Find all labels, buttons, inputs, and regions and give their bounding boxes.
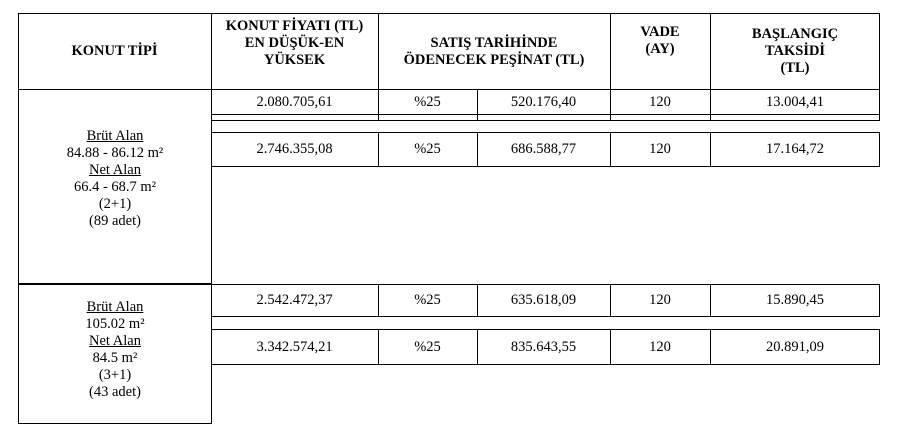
header-vade: VADE (AY) [640,24,680,57]
net-area-label: Net Alan [89,162,141,178]
unit-count: (43 adet) [89,384,141,400]
down-payment-cell: 520.176,40 [510,93,577,110]
net-area-label: Net Alan [89,333,141,349]
row-separator [211,114,880,115]
percent-cell: %25 [414,141,441,157]
percent-cell: %25 [414,93,441,110]
room-layout: (3+1) [98,367,132,383]
term-cell: 120 [649,292,671,308]
price-cell: 2.542.472,37 [256,292,333,308]
price-cell: 3.342.574,21 [256,338,333,355]
gross-area-label: Brüt Alan [86,299,144,315]
term-cell: 120 [649,338,671,355]
installment-cell: 15.890,45 [766,292,824,308]
price-cell: 2.746.355,08 [256,141,333,157]
price-cell: 2.080.705,61 [256,93,333,110]
type-block-2plus1 [18,128,212,230]
type-block-3plus1 [18,299,212,401]
gross-area-value: 84.88 - 86.12 m² [66,145,164,161]
installment-cell: 17.164,72 [766,141,824,157]
net-area-value: 84.5 m² [92,350,138,366]
term-cell: 120 [649,141,671,157]
down-payment-cell: 686.588,77 [510,141,577,157]
down-payment-cell: 635.618,09 [510,292,577,308]
term-cell: 120 [649,93,671,110]
room-layout: (2+1) [98,196,132,212]
down-payment-cell: 835.643,55 [510,338,577,355]
gross-area-label: Brüt Alan [86,128,144,144]
percent-cell: %25 [414,292,441,308]
percent-cell: %25 [414,338,441,355]
header-konut-tipi: KONUT TİPİ [71,43,158,59]
header-konut-fiyati: KONUT FİYATI (TL) EN DÜŞÜK-EN YÜKSEK [225,18,364,68]
net-area-value: 66.4 - 68.7 m² [73,179,157,195]
installment-cell: 13.004,41 [766,93,824,110]
header-baslangic-taksidi: BAŞLANGIÇ TAKSİDİ (TL) [751,26,839,76]
gross-area-value: 105.02 m² [85,316,145,332]
unit-count: (89 adet) [89,213,141,229]
installment-cell: 20.891,09 [766,338,824,355]
header-pesinat: SATIŞ TARİHİNDE ÖDENECEK PEŞİNAT (TL) [403,34,585,68]
